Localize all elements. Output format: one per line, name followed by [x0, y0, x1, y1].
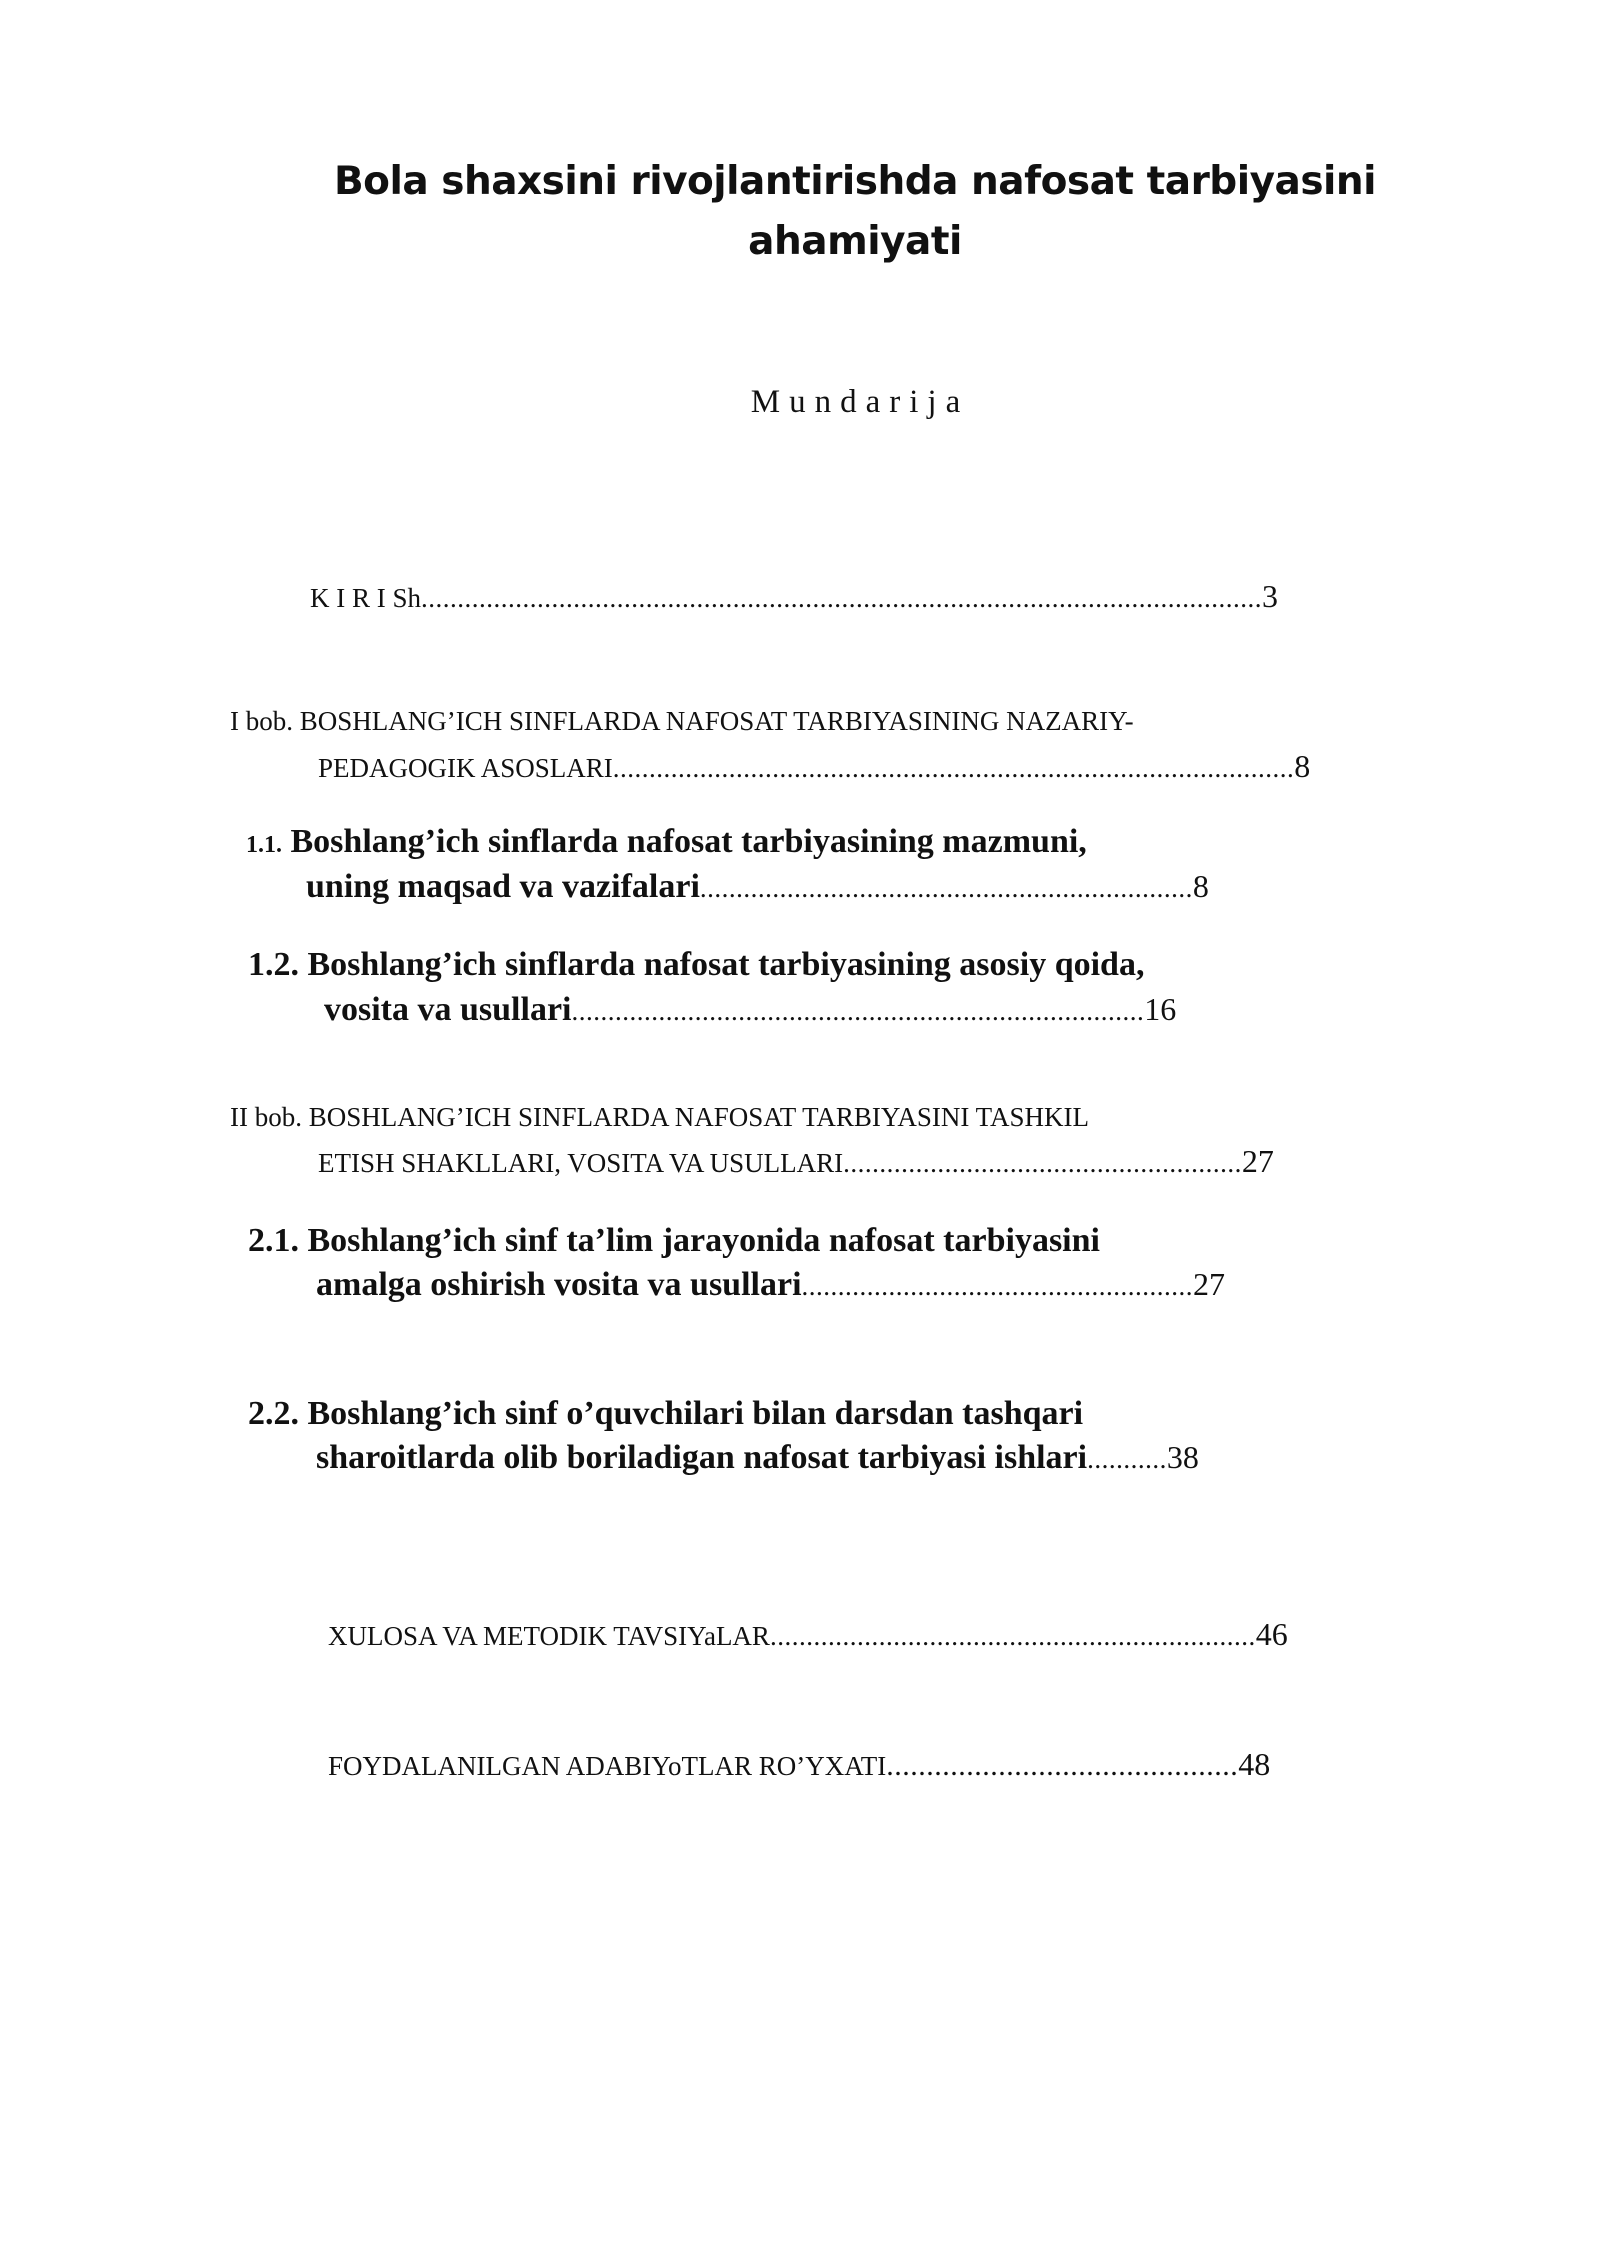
- toc-chapter-2-line-2: [318, 1143, 1448, 1180]
- toc-dots: .......................................................: [843, 1148, 1242, 1178]
- toc-label: vosita va usullari: [324, 991, 572, 1028]
- toc-page-number: 27: [1241, 1143, 1274, 1179]
- toc-dots: ......................................................: [801, 1271, 1194, 1301]
- toc-label: Boshlang’ich sinflarda nafosat tarbiyasining asosiy qoida,: [307, 946, 1145, 983]
- toc-entry-xulosa: [328, 1616, 1468, 1653]
- toc-dots: ..............................................................................................: [612, 753, 1295, 783]
- title-line-1: Bola shaxsini rivojlantirishda nafosat tarbiyasini: [333, 159, 1377, 204]
- toc-page-number: 8: [1192, 868, 1209, 904]
- document-title: [240, 152, 1470, 272]
- toc-page-number: 38: [1166, 1439, 1199, 1475]
- toc-chapter-1-line-1: I bob. BOSHLANG’ICH SINFLARDA NAFOSAT TARBIYASINING NAZARIY-: [230, 706, 1134, 736]
- toc-section-1-2-line-1: [248, 946, 1448, 984]
- toc-page-number: 16: [1144, 991, 1177, 1027]
- toc-label: amalga oshirish vosita va usullari: [316, 1266, 802, 1303]
- toc-label: XULOSA VA METODIK TAVSIYaLAR: [328, 1621, 770, 1651]
- toc-section-number: 2.2.: [248, 1395, 299, 1432]
- toc-dots: ............................................: [886, 1749, 1239, 1782]
- toc-dots: ...............................................................................: [571, 996, 1145, 1026]
- toc-label: FOYDALANILGAN ADABIYoTLAR RO’YXATI: [328, 1751, 887, 1781]
- toc-section-number: 1.2.: [248, 946, 299, 983]
- toc-label: sharoitlarda olib boriladigan nafosat tarbiyasi ishlari: [316, 1439, 1088, 1476]
- toc-section-2-2-line-1: [248, 1395, 1448, 1433]
- toc-label: Boshlang’ich sinf ta’lim jarayonida nafosat tarbiyasini: [307, 1222, 1100, 1259]
- toc-section-number: 1.1.: [246, 832, 282, 858]
- toc-label: PEDAGOGIK ASOSLARI: [318, 753, 613, 783]
- toc-chapter-2-line-1: II bob. BOSHLANG’ICH SINFLARDA NAFOSAT TARBIYASINI TASHKIL: [230, 1102, 1089, 1132]
- toc-section-1-1-line-2: [306, 868, 1446, 906]
- toc-label: ETISH SHAKLLARI, VOSITA VA USULLARI: [318, 1148, 844, 1178]
- toc-dots: ....................................................................................................................: [421, 583, 1263, 613]
- toc-label: Boshlang’ich sinf o’quvchilari bilan darsdan tashqari: [307, 1395, 1084, 1432]
- toc-page-number: 46: [1255, 1616, 1288, 1652]
- toc-section-2-2-line-2: [316, 1439, 1456, 1477]
- toc-page-number: 8: [1294, 748, 1311, 784]
- toc-section-1-2-line-2: [324, 991, 1464, 1029]
- toc-dots: ...........: [1087, 1444, 1167, 1474]
- toc-label: uning maqsad va vazifalari: [306, 868, 700, 905]
- toc-chapter-1-line-2: [318, 748, 1448, 785]
- toc-dots: ...................................................................: [769, 1621, 1256, 1651]
- toc-label: Boshlang’ich sinflarda nafosat tarbiyasining mazmuni,: [290, 823, 1087, 860]
- toc-page-number: 27: [1193, 1266, 1226, 1302]
- toc-section-2-1-line-1: [248, 1222, 1448, 1260]
- title-line-2: ahamiyati: [748, 219, 962, 264]
- toc-entry-references: [328, 1746, 1478, 1783]
- toc-entry-kirish: [310, 578, 1450, 615]
- toc-section-2-1-line-2: [316, 1266, 1456, 1304]
- toc-section-number: 2.1.: [248, 1222, 299, 1259]
- toc-page-number: 3: [1262, 578, 1279, 614]
- toc-section-1-1-line-1: [246, 823, 1446, 861]
- toc-page-number: 48: [1238, 1746, 1271, 1782]
- toc-label: K I R I Sh: [310, 583, 422, 613]
- toc-dots: ....................................................................: [699, 873, 1193, 903]
- toc-heading: Mundarija: [750, 384, 970, 420]
